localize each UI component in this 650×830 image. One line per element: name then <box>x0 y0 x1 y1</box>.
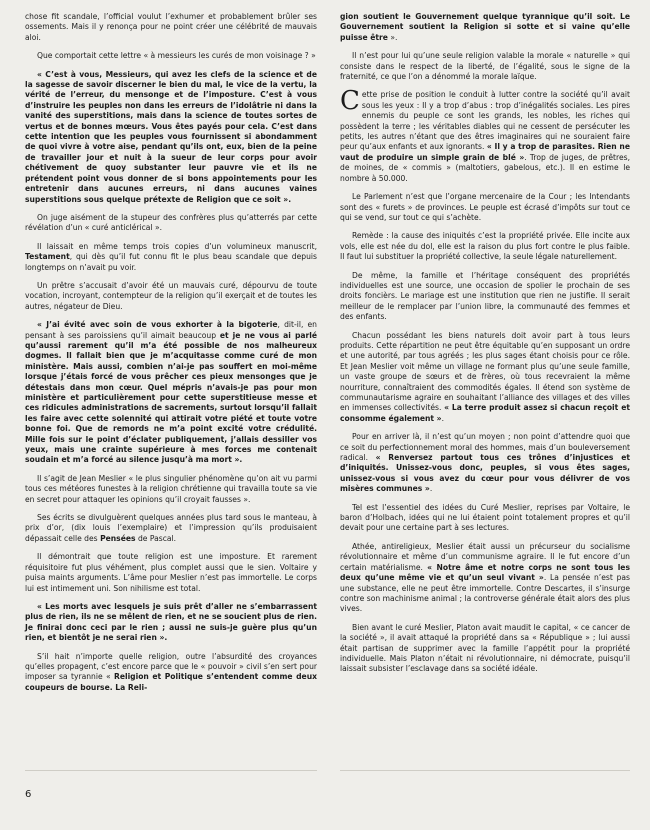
bold-text: « Renversez partout tous ces trônes d’injustices et d’iniquités. Unissez-vous donc, peuples, si vous êtes sages, unissez-vous si vous avez du cœur pour vous délivrer de vos misères communes » <box>340 453 630 494</box>
text: , dit-il, en pensant à ses paroissiens qu’il aimait beaucoup <box>25 320 317 340</box>
bold-text: « J’ai évité avec soin de vous exhorter à la bigoterie <box>37 320 278 330</box>
paragraph <box>25 474 317 505</box>
text: Il s’agit de Jean Meslier « le plus singulier phénomène qu’on ait vu parmi tous ces météores funestes à la religion chrétienne qui travailla toute sa vie en secret pour attaquer les opinions qu’il croyait fausses ». <box>25 473 317 504</box>
bold-text: Religion et Politique s’entendent comme deux coupeurs de bourse. La Reli- <box>25 672 317 692</box>
text: Il n’est pour lui qu’une seule religion valable la morale « naturelle » qui consiste dans le respect de la liberté, de l’égalité, sous le signe de la fraternité, ce que l’on a dénommé la morale laïque. <box>340 51 630 82</box>
paragraph <box>25 12 317 43</box>
text: Remède : la cause des iniquités c’est la propriété privée. Elle incite aux vols, elle est née du dol, elle est la raison du plus fort contre le plus faible. Il faut lui substituer la propriété collective, la seule légale naturellement. <box>340 231 630 262</box>
text: Le Parlement n’est que l’organe mercenaire de la Cour ; les Intendants sont des « furets » de provinces. Le peuple est écrasé d’impôts sur tout ce qui se vend, sur tout ce qui s’achète. <box>340 192 630 222</box>
paragraph <box>25 320 317 466</box>
paragraph <box>340 331 630 425</box>
bold-text: « Les morts avec lesquels je suis prêt d’aller ne s’embarrassent plus de rien, ils ne se mêlent de rien, et ne se soucient plus de rien. Je finirai donc ceci par le rien ; aussi ne suis-je guère plus qu’un rien, et bientôt je ne serai rien ». <box>25 601 317 643</box>
text: ». <box>387 32 398 42</box>
text: S’il hait n’importe quelle religion, outre l’absurdité des croyances qu’elles propagent, c’est encore parce que le « pouvoir » civil s’en sert pour imposer sa tyrannie « <box>25 651 317 682</box>
left-column-rule <box>25 770 317 771</box>
paragraph <box>340 51 630 82</box>
text: , qui dès qu’il fut connu fit le plus beau scandale que depuis longtemps on n’avait pu voir. <box>25 252 317 272</box>
text: . La pensée n’est pas une substance, elle ne peut être immortelle. Contre Descartes, il s’insurge contre son machinisme animal ; la controverse générale était alors des plus vives. <box>340 573 630 614</box>
bold-text: Testament <box>25 252 70 262</box>
paragraph <box>340 542 630 615</box>
text: Chacun possédant les biens naturels doit avoir part à tous leurs produits. Cette répartition ne peut être équitable qu’en supposant un ordre et une autorité, par tous agréés ; les plus sages étant choisis pour ce rôle. Et Jean Meslier voit même un village ne formant plus qu’une seule famille, un vaste groupe de sœurs et de frères, où tous recevraient la même nourriture, connaîtraient des commodités égales. Il étend son système de communautarisme agraire en souhaitant l’alliance des villages et des villes en immenses collectivités. <box>340 330 630 413</box>
right-column-rule <box>340 770 630 771</box>
paragraph <box>25 652 317 694</box>
text: . <box>429 484 433 494</box>
text: ette prise de position le conduit à lutter contre la société qu’il avait sous les yeux : Il y a trop d’abus : trop d’inégalités sociales. Les pires ennemis du peuple ce sont les grands, les nobles, les riches qui possèdent la terre ; les véritables diables qui ne cessent de persécuter les petits, les autres n’étant que des êtres imaginaires qui ne souraient faire peur qu’aux enfants et aux ignorants. <box>340 90 630 152</box>
bold-text: Pensées <box>100 533 136 543</box>
text: de Pascal. <box>135 533 177 543</box>
paragraph <box>25 281 317 312</box>
text: Il démontrait que toute religion est une imposture. Et rarement réquisitoire fut plus véhément, plus complet aussi que le sien. Voltaire y puisa maints arguments. L’âme pour Meslier n’est pas immortelle. Le corps lui est intimement uni. Son nihilisme est total. <box>25 552 317 593</box>
text: Pour en arriver là, il n’est qu’un moyen ; non point d’attendre quoi que ce soit du perfectionnement moral des hommes, mais d’un bouleversement radical. <box>340 432 630 463</box>
right-column <box>340 12 630 683</box>
bold-text: « La terre produit assez si chacun reçoit et consomme également » <box>340 403 630 423</box>
paragraph <box>340 192 630 223</box>
text: On juge aisément de la stupeur des confrères plus qu’atterrés par cette révélation d’un « curé anticlérical ». <box>25 212 317 233</box>
paragraph <box>340 231 630 262</box>
paragraph <box>340 271 630 323</box>
text: chose fit scandale, l’official voulut l’exhumer et probablement brûler ses ossements. Mais il y renonça pour ne point créer une célébrité de mauvais aloi. <box>25 12 317 42</box>
paragraph <box>340 86 630 184</box>
bold-text: « Il y a trop de parasites. Rien ne vaut de produire un simple grain de blé » <box>340 142 630 162</box>
paragraph <box>340 623 630 675</box>
text: Athée, antireligieux, Meslier était aussi un précurseur du socialisme révolutionnaire et même d’un communisme agraire. Il le fut encore d’un certain matérialisme. <box>340 541 630 572</box>
paragraph <box>25 513 317 544</box>
bold-text: gion soutient le Gouvernement quelque tyrannique qu’il soit. Le Gouvernement soutient la Religion si sotte et si vaine qu’elle puisse être <box>340 12 630 42</box>
paragraph <box>340 503 630 534</box>
paragraph <box>25 242 317 273</box>
paragraph <box>340 432 630 494</box>
paragraph <box>340 12 630 43</box>
bold-text: « Notre âme et notre corps ne sont tous les deux qu’une même vie et qu’un seul vivant » <box>340 562 630 583</box>
text: Il laissait en même temps trois copies d’un volumineux manuscrit, <box>37 241 317 251</box>
bold-text: et je ne vous ai parlé qu’aussi rarement qu’il m’a été possible de nos malheureux dogmes. Il fallait bien que je m’acquitasse comme curé de mon ministère. Mais aussi, combien n’ai-je pas souffert en moi-même lorsque j’étais forcé de vous prêcher ces pieux mensonges que je détestais dans mon cœur. Quel mépris n’avais-je pas pour mon ministère et particulièrement pour cette superstitieuse messe et ces ridicules administrations de sacrements, surtout lorsqu’il fallait les faire avec cette solennité qui attirait votre piété et toute votre bonne foi. Que de remords ne m’a point excité votre crédulité. Mille fois sur le point d’éclater publiquement, j’allais dessiller vos yeux, mais une crainte supérieure à mes forces me contenait soudain et m’a forcé au silence jusqu’à ma mort ». <box>25 330 318 465</box>
page-number: 6 <box>25 789 32 800</box>
paragraph <box>25 552 317 594</box>
text: Un prêtre s’accusait d’avoir été un mauvais curé, dépourvu de toute vocation, incroyant, contempteur de la religion qu’il exerçait et de toutes les autres, négateur de Dieu. <box>25 280 317 311</box>
text: Ses écrits se divulguèrent quelques années plus tard sous le manteau, à prix d’or, (dix louis l’exemplaire) et l’impression qu’ils produisaient dépassait celle des <box>25 513 317 543</box>
drop-cap: C <box>340 86 360 117</box>
text: De même, la famille et l’héritage conséquent des propriétés individuelles est une source, une occasion de spolier le prochain de ses droits foncièrs. Le mariage est une institution que rien ne justifie. Il serait meilleur de le remplacer par l’union libre, la communauté des femmes et des enfants. <box>340 270 630 322</box>
text: . <box>441 413 445 423</box>
paragraph <box>25 51 317 61</box>
text: Tel est l’essentiel des idées du Curé Meslier, reprises par Voltaire, le baron d’Holbach, idées qui ne lui étaient point totalement propres et qu’il devait pour une certaine part à ses lectures. <box>340 502 630 533</box>
paragraph <box>25 70 317 205</box>
paragraph <box>25 213 317 234</box>
bold-text: « C’est à vous, Messieurs, qui avez les clefs de la science et de la sagesse de savoir discerner le bien du mal, le vice de la vertu, la vérité de l’erreur, du mensonge et de l’imposture. C’est à vous d’instruire les peuples non dans les erreurs de l’idolâtrie ni dans la vanité des superstitions, mais dans la science de toutes sortes de vertus et de bonnes mœurs. Vous êtes payés pour cela. C’est dans cette intention que les peuples vous fournissent si abondamment de quoi vivre à votre aise, pendant qu’ils ont, eux, bien de la peine de travailler jour et nuit à la sueur de leur corps pour avoir chétivement de quoy substanter leur pauvre vie et ils ne prétendent point vous donner de si bons appointements pour les entretenir dans aucunes erreurs, ni dans aucunes vaines superstitions sous quelque prétexte de Religion que ce soit ». <box>25 69 317 204</box>
text: Bien avant le curé Meslier, Platon avait maudit le capital, « ce cancer de la société », il avait attaqué la propriété dans sa « République » ; lui aussi était partisan de supprimer avec la famille l’appétit pour la propriété individuelle. Mais Platon n’était ni révolutionnaire, ni démocrate, puisqu’il laissait subsister l’esclavage dans sa société idéale. <box>340 622 630 674</box>
text: . Trop de juges, de prêtres, de moines, de « commis » (maltotiers, gabelous, etc.). Il en estime le nombre à 50.000. <box>340 152 630 183</box>
left-column <box>25 12 317 701</box>
paragraph <box>25 602 317 644</box>
text: Que comportait cette lettre « à messieurs les curés de mon voisinage ? » <box>37 51 316 61</box>
